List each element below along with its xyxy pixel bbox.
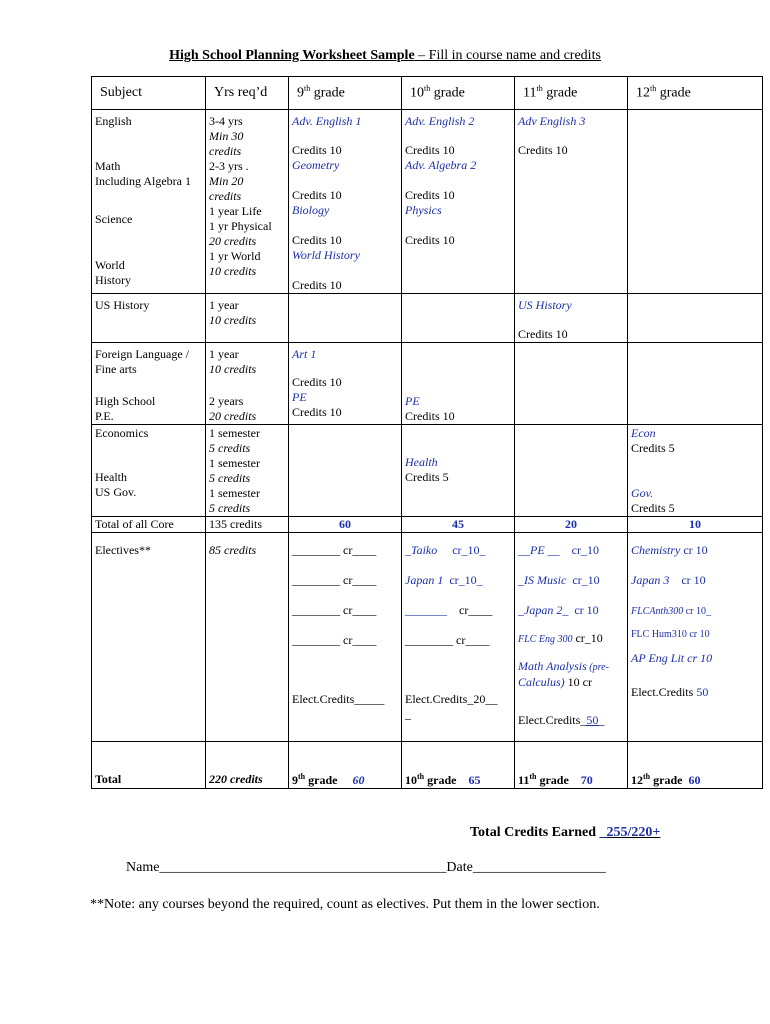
name-date-line[interactable]: Name_________________________________________Date___________________ [126,860,606,875]
grade11-electives: __PE __ cr_10 _IS Music cr_10 _Japan 2_ cr 10 FLC Eng 300 cr_10 Math Analysis (pre- Calculus) 10 cr Elect.Credits_50_ [515,533,628,742]
grade12-core-column [628,110,763,294]
subject-column: English Math Including Algebra 1 Science World History [92,110,206,294]
header-12th: 12th grade [628,77,763,110]
header-11th: 11th grade [515,77,628,110]
header-9th: 9th grade [289,77,402,110]
header-subject: Subject [92,77,206,110]
page-title: High School Planning Worksheet Sample – Fill in course name and credits [169,48,601,63]
us-history-row: US History 1 year 10 credits US History Credits 10 [92,294,763,343]
core-block-row [92,110,763,294]
header-row [92,77,763,110]
core-total-row: Total of all Core 135 credits 60 45 20 10 [92,517,763,533]
econ-health-gov-row: Economics Health US Gov. 1 semester 5 credits 1 semester 5 credits 1 semester 5 credits Health Credits 5 Econ Credits 5 Gov. Credits 5 [92,425,763,517]
grade10-electives: _Taiko cr_10_ Japan 1 cr_10_ _______ cr____ ________ cr____ Elect.Credits_20__ _ [402,533,515,742]
header-yrs: Yrs req’d [206,77,289,110]
total-credits-earned: Total Credits Earned _255/220+ [470,825,661,840]
header-10th: 10th grade [402,77,515,110]
grade9-electives: ________ cr____ ________ cr____ ________ cr____ ________ cr____ Elect.Credits_____ [289,533,402,742]
grade9-core-column: Adv. English 1 Credits 10 Geometry Credits 10 Biology Credits 10 World History Credits 10 [289,110,402,294]
planning-table [91,76,763,789]
grade11-core-column: Adv English 3 Credits 10 [515,110,628,294]
total-row: Total 220 credits 9th grade 60 10th grade 65 11th grade 70 12th grade 60 [92,742,763,789]
grade10-core-column: Adv. English 2 Credits 10 Adv. Algebra 2 Credits 10 Physics Credits 10 [402,110,515,294]
electives-row: Electives** 85 credits ________ cr____ ________ cr____ ________ cr____ ________ cr____ Elect.Credits_____ _Taiko cr_10_ Japan 1 cr_10_ _______ cr____ ________ cr____ Elect.Credits_20__ _ __PE __ cr_10 _IS Music cr_10 _Japan 2_ cr 10 FLC Eng 300 cr_10 Math Analysis (pre- Calculus) 10 cr Elect.Credits_50_ Chemistry cr 10 Japan 3 cr 10 FLCAnth300 cr 10_ FLC Hum310 cr 10 AP Eng Lit cr 10 Elect.Credits 50 [92,533,763,742]
requirement-column: 3-4 yrs Min 30 credits 2-3 yrs . Min 20 credits 1 year Life 1 yr Physical 20 credits 1 yr World 10 credits [206,110,289,294]
grade12-electives: Chemistry cr 10 Japan 3 cr 10 FLCAnth300 cr 10_ FLC Hum310 cr 10 AP Eng Lit cr 10 Elect.Credits 50 [628,533,763,742]
footnote: **Note: any courses beyond the required, count as electives. Put them in the lower section. [90,897,600,912]
foreign-pe-row: Foreign Language / Fine arts High School P.E. 1 year 10 credits 2 years 20 credits Art 1 Credits 10 PE Credits 10 PE Credits 10 [92,343,763,425]
